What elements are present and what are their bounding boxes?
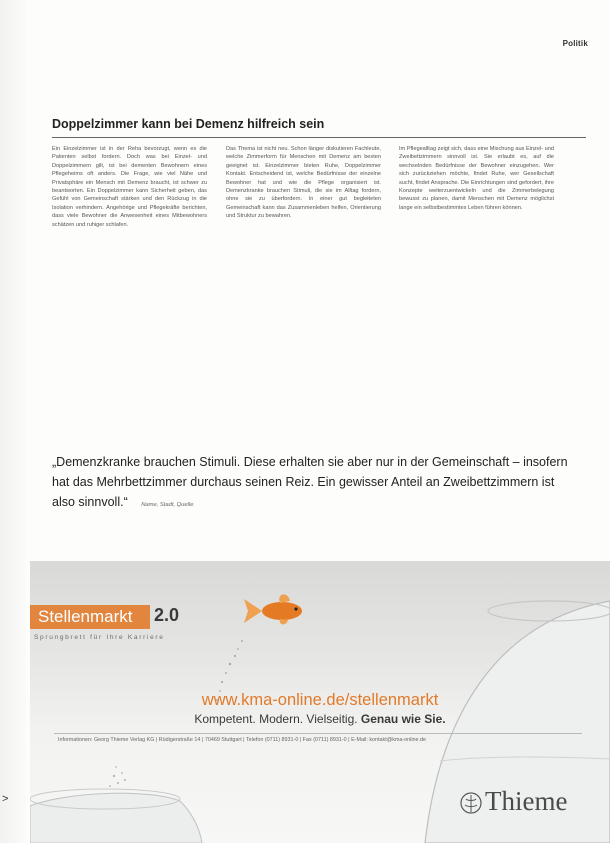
article-column-2 [226,145,381,463]
pull-quote [52,452,572,515]
ad-claim-emphasis: Genau wie Sie. [360,712,446,726]
ad-claim [30,712,610,726]
stellenmarkt-advertisement[interactable] [30,561,610,843]
article-headline: Doppelzimmer kann bei Demenz hilfreich sein [52,117,325,131]
pull-quote-text: „Demenzkranke brauchen Stimuli. Diese erhalten sie aber nur in der Gemeinschaft – insofern hat das Mehrbettzimmer durchaus seinen Reiz. Ein gewisser Anteil an Zweibettzimmern ist also sinnvoll.“ [52,455,568,509]
stellenmarkt-link[interactable]: www.kma-online.de/stellenmarkt [201,691,439,709]
article-column-3 [399,145,554,463]
ad-divider [54,733,582,734]
pull-quote-source: Name, Stadt, Quelle [141,502,194,508]
page-edge-mark: > [2,793,9,805]
publisher-contact-line: Informationen: Georg Thieme Verlag KG | Rüdigerstraße 14 | 70469 Stuttgart | Telefon (0711) 8931-0 | Fax (0711) 8931-0 | E-Mail: kontakt@kma-online.de [58,737,427,743]
thieme-logo: Thieme [485,786,568,816]
article-column-1 [52,145,207,463]
column-2-text: Das Thema ist nicht neu. Schon länger diskutieren Fachleute, welche Zimmerform für Menschen mit Demenz am besten geeignet ist. Einzelzimmer bieten Ruhe, Doppelzimmer Kontakt. Entscheidend ist, welche Bedürfnisse der einzelne Bewohner hat und wie die Pflege organisiert ist. Demenzkranke brauchen Stimuli, die sie im Alltag fordern, ohne sie zu überfordern. In einer gut begleiteten Gemeinschaft kann das Zusammenleben helfen, Orientierung und Struktur zu bewahren. [226,146,381,220]
ad-claim-main: Kompetent. Modern. Vielseitig. [194,712,358,726]
headline-divider [52,137,586,138]
goldfish-icon [244,594,302,624]
column-3-text: Im Pflegealltag zeigt sich, dass eine Mischung aus Einzel- und Zweibettzimmern sinnvoll ist. Sie erlaubt es, auf die wechselnden Bedürfnisse der Bewohner einzugehen. Wer sich zurückziehen möchte, findet Ruhe, wer Gesellschaft sucht, findet Ansprache. Die Einrichtungen sind gefordert, ihre Konzepte weiterzuentwickeln und die Zimmerbelegung bewusst zu planen, damit Menschen mit Demenz möglichst lange ein selbstbestimmtes Leben führen können. [399,146,554,211]
stellenmarkt-version: 2.0 [154,605,180,625]
ad-tagline: Sprungbrett für Ihre Karriere [34,634,165,641]
stellenmarkt-badge-text: Stellenmarkt [38,607,133,626]
section-label: Politik [562,39,588,48]
page-gutter-shadow [0,0,26,843]
thieme-emblem-icon [460,786,482,820]
column-1-text: Ein Einzelzimmer ist in der Reha bevorzugt, wenn es die Patienten selbst fordern. Doch was bei Einzel- und Doppelzimmern gilt, ist bei dementen Bewohnern eines Pflegeheims oft anders. Die Frage, wie viel Nähe und Privatsphäre ein Mensch mit Demenz braucht, ist schwer zu beantworten. Ein Doppelzimmer kann Sicherheit geben, das Gefühl von Gemeinschaft stärken und den Rückzug in die Isolation verhindern. Angehörige und Pflegekräfte berichten, dass viele Bewohner die Anwesenheit eines Mitbewohners schätzen und ruhiger schlafen. [52,146,207,228]
